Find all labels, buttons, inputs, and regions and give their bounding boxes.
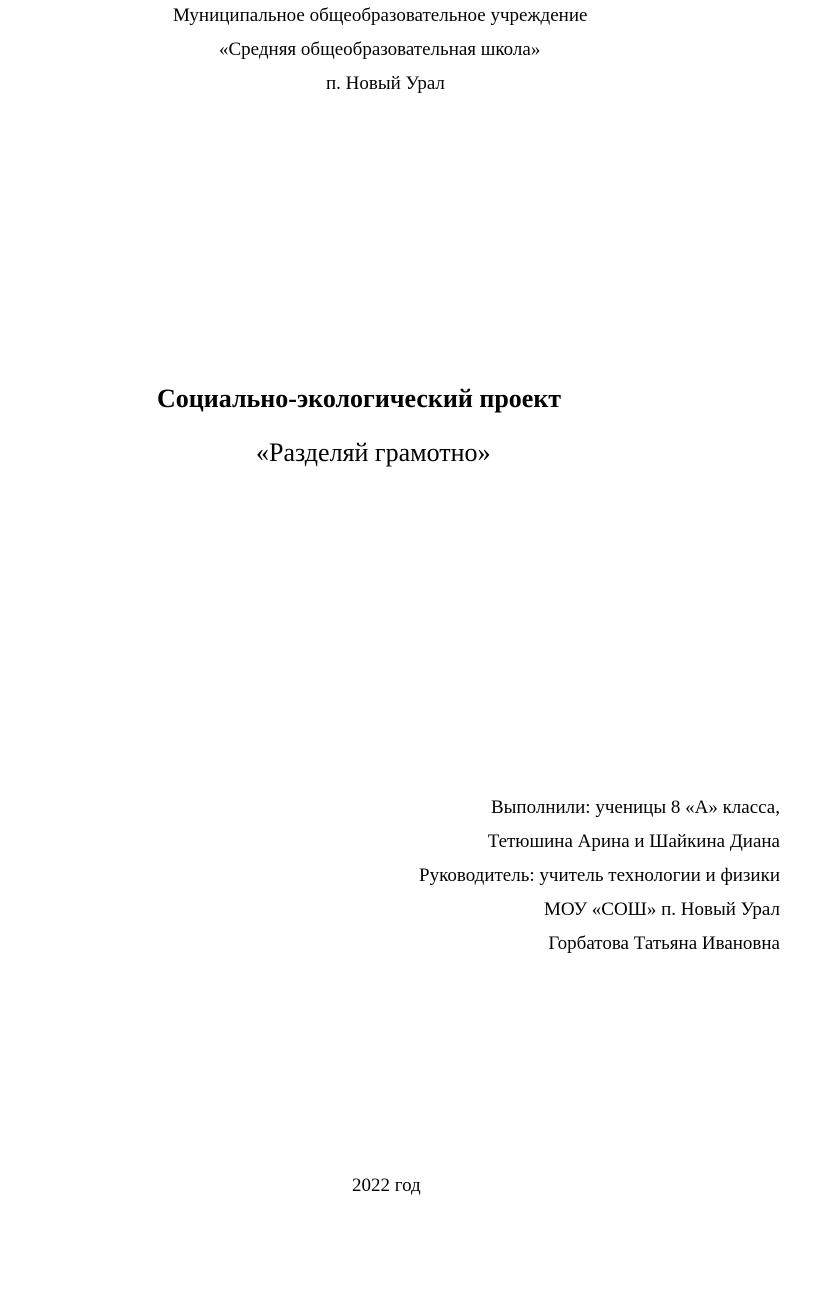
document-title: Социально-экологический проект: [157, 384, 562, 413]
document-year: 2022 год: [352, 1175, 421, 1196]
supervisor-role-line: Руководитель: учитель технологии и физики: [419, 865, 780, 886]
organization-line: МОУ «СОШ» п. Новый Урал: [544, 899, 780, 920]
performed-by-line: Выполнили: ученицы 8 «А» класса,: [490, 797, 780, 818]
school-name: «Средняя общеобразовательная школа»: [219, 39, 541, 60]
project-name: «Разделяй грамотно»: [256, 438, 491, 467]
students-line: Тетюшина Арина и Шайкина Диана: [487, 831, 780, 852]
institution-name: Муниципальное общеобразовательное учреждение: [173, 5, 588, 26]
school-location: п. Новый Урал: [326, 73, 445, 94]
supervisor-name-line: Горбатова Татьяна Ивановна: [548, 933, 780, 954]
